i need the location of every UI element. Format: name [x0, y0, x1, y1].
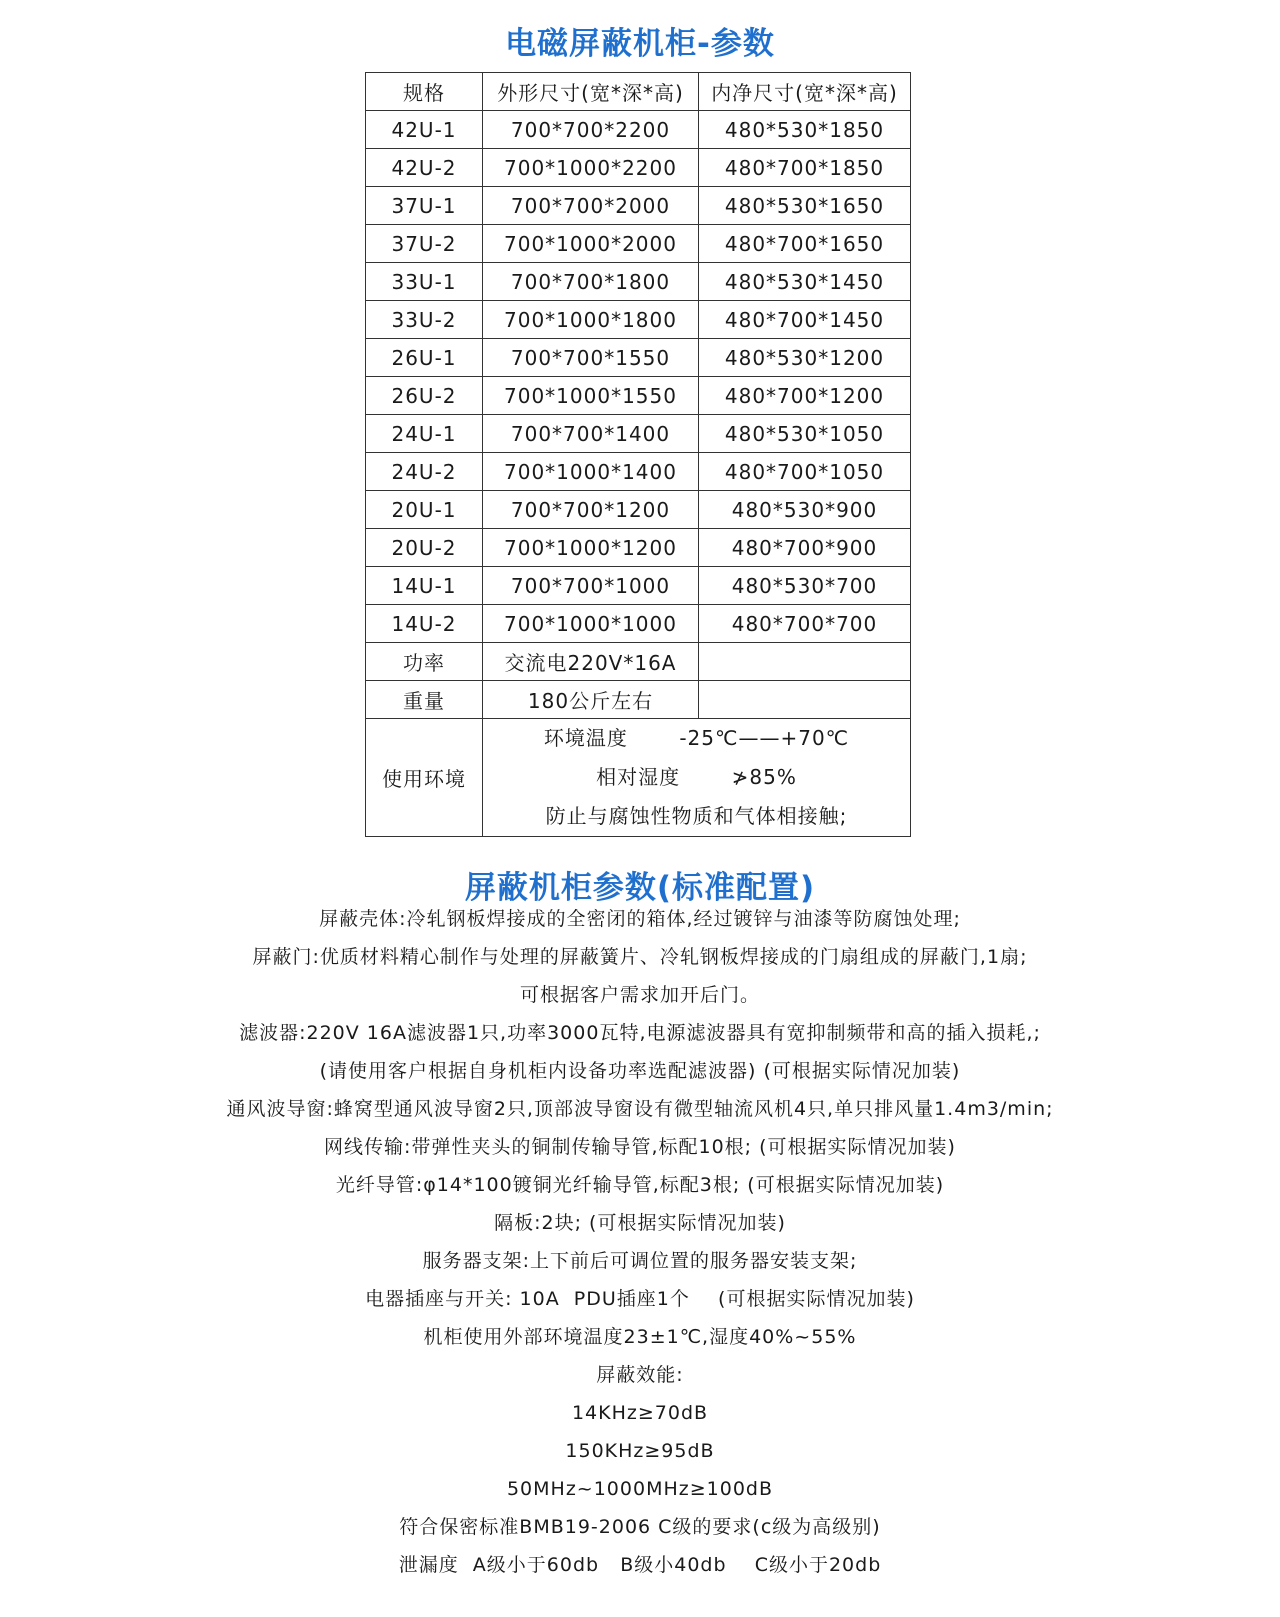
inner-size-cell: 480*530*1450 [699, 263, 911, 301]
table-row [366, 491, 911, 529]
weight-value: 180公斤左右 [483, 681, 699, 719]
power-label: 功率 [366, 643, 483, 681]
table-row [366, 225, 911, 263]
spec-table [365, 72, 911, 837]
power-value: 交流电220V*16A [483, 643, 699, 681]
config-line: 滤波器:220V 16A滤波器1只,功率3000瓦特,电源滤波器具有宽抑制频带和高的插入损耗,; [239, 1022, 1041, 1044]
outer-size-cell: 700*1000*2000 [483, 225, 699, 263]
config-line: 电器插座与开关: 10A PDU插座1个 (可根据实际情况加装) [365, 1288, 915, 1310]
table-row [366, 415, 911, 453]
inner-size-cell: 480*530*900 [699, 491, 911, 529]
spec-cell: 20U-2 [366, 529, 483, 567]
spec-cell: 42U-1 [366, 111, 483, 149]
spec-cell: 26U-1 [366, 339, 483, 377]
spec-cell: 14U-1 [366, 567, 483, 605]
inner-size-cell: 480*700*1450 [699, 301, 911, 339]
outer-size-cell: 700*700*1550 [483, 339, 699, 377]
config-line: 14KHz≥70dB [571, 1402, 709, 1424]
config-line: 可根据客户需求加开后门。 [519, 984, 760, 1006]
table-row [366, 529, 911, 567]
config-line: 泄漏度 A级小于60db B级小40db C级小于20db [398, 1554, 882, 1576]
table-row [366, 111, 911, 149]
inner-size-cell: 480*700*1050 [699, 453, 911, 491]
spec-cell: 24U-1 [366, 415, 483, 453]
table-row [366, 187, 911, 225]
header-cell: 内净尺寸(宽*深*高) [699, 73, 911, 111]
config-line: 光纤导管:φ14*100镀铜光纤输导管,标配3根; (可根据实际情况加装) [335, 1174, 945, 1196]
inner-size-cell: 480*700*900 [699, 529, 911, 567]
outer-size-cell: 700*1000*1200 [483, 529, 699, 567]
inner-size-cell: 480*700*1200 [699, 377, 911, 415]
env-temperature: 环境温度 -25℃——+70℃ [543, 726, 850, 750]
spec-cell: 33U-1 [366, 263, 483, 301]
config-line: 隔板:2块; (可根据实际情况加装) [494, 1212, 786, 1234]
outer-size-cell: 700*1000*1800 [483, 301, 699, 339]
outer-size-cell: 700*1000*1400 [483, 453, 699, 491]
table-row [366, 149, 911, 187]
table-row [366, 339, 911, 377]
inner-size-cell: 480*530*700 [699, 567, 911, 605]
inner-size-cell: 480*700*700 [699, 605, 911, 643]
outer-size-cell: 700*700*1200 [483, 491, 699, 529]
inner-size-cell: 480*700*1650 [699, 225, 911, 263]
spec-cell: 37U-1 [366, 187, 483, 225]
header-cell: 外形尺寸(宽*深*高) [483, 73, 699, 111]
weight-label: 重量 [366, 681, 483, 719]
spec-cell: 24U-2 [366, 453, 483, 491]
outer-size-cell: 700*1000*1550 [483, 377, 699, 415]
table-row [366, 605, 911, 643]
config-line: 50MHz~1000MHz≥100dB [506, 1478, 774, 1500]
environment-value [483, 719, 911, 837]
spec-cell: 14U-2 [366, 605, 483, 643]
outer-size-cell: 700*700*1000 [483, 567, 699, 605]
config-line: 网线传输:带弹性夹头的铜制传输导管,标配10根; (可根据实际情况加装) [324, 1136, 956, 1158]
table-row-weight [366, 681, 911, 719]
spec-cell: 20U-1 [366, 491, 483, 529]
spec-cell: 37U-2 [366, 225, 483, 263]
config-line: 机柜使用外部环境温度23±1℃,湿度40%~55% [423, 1326, 857, 1348]
config-line: 屏蔽壳体:冷轧钢板焊接成的全密闭的箱体,经过镀锌与油漆等防腐蚀处理; [319, 908, 961, 930]
empty-cell [699, 681, 911, 719]
table-row-power [366, 643, 911, 681]
table-header-row [366, 73, 911, 111]
table-row [366, 301, 911, 339]
header-cell: 规格 [366, 73, 483, 111]
config-line: 屏蔽门:优质材料精心制作与处理的屏蔽簧片、冷轧钢板焊接成的门扇组成的屏蔽门,1扇; [252, 946, 1028, 968]
outer-size-cell: 700*1000*1000 [483, 605, 699, 643]
outer-size-cell: 700*700*2000 [483, 187, 699, 225]
outer-size-cell: 700*1000*2200 [483, 149, 699, 187]
config-line: (请使用客户根据自身机柜内设备功率选配滤波器) (可根据实际情况加装) [319, 1060, 961, 1082]
env-note: 防止与腐蚀性物质和气体相接触; [545, 804, 848, 828]
config-line: 通风波导窗:蜂窝型通风波导窗2只,顶部波导窗设有微型轴流风机4只,单只排风量1.4m3/min; [226, 1098, 1054, 1120]
spec-cell: 26U-2 [366, 377, 483, 415]
table-row-environment [366, 719, 911, 837]
spec-cell: 42U-2 [366, 149, 483, 187]
standard-config-text [0, 900, 1280, 1584]
outer-size-cell: 700*700*2200 [483, 111, 699, 149]
config-line: 符合保密标准BMB19-2006 C级的要求(c级为高级别) [399, 1516, 881, 1538]
page-title: 电磁屏蔽机柜-参数 [505, 26, 775, 62]
inner-size-cell: 480*530*1650 [699, 187, 911, 225]
config-line: 服务器支架:上下前后可调位置的服务器安装支架; [422, 1250, 858, 1272]
table-row [366, 453, 911, 491]
outer-size-cell: 700*700*1800 [483, 263, 699, 301]
table-row [366, 377, 911, 415]
inner-size-cell: 480*530*1850 [699, 111, 911, 149]
inner-size-cell: 480*700*1850 [699, 149, 911, 187]
env-humidity: 相对湿度 ≯85% [596, 765, 797, 789]
outer-size-cell: 700*700*1400 [483, 415, 699, 453]
environment-label: 使用环境 [366, 719, 483, 837]
spec-cell: 33U-2 [366, 301, 483, 339]
inner-size-cell: 480*530*1200 [699, 339, 911, 377]
config-line: 屏蔽效能: [596, 1364, 684, 1386]
empty-cell [699, 643, 911, 681]
config-line: 150KHz≥95dB [565, 1440, 715, 1462]
table-row [366, 567, 911, 605]
table-row [366, 263, 911, 301]
inner-size-cell: 480*530*1050 [699, 415, 911, 453]
section-title: 屏蔽机柜参数(标准配置) [464, 870, 816, 906]
